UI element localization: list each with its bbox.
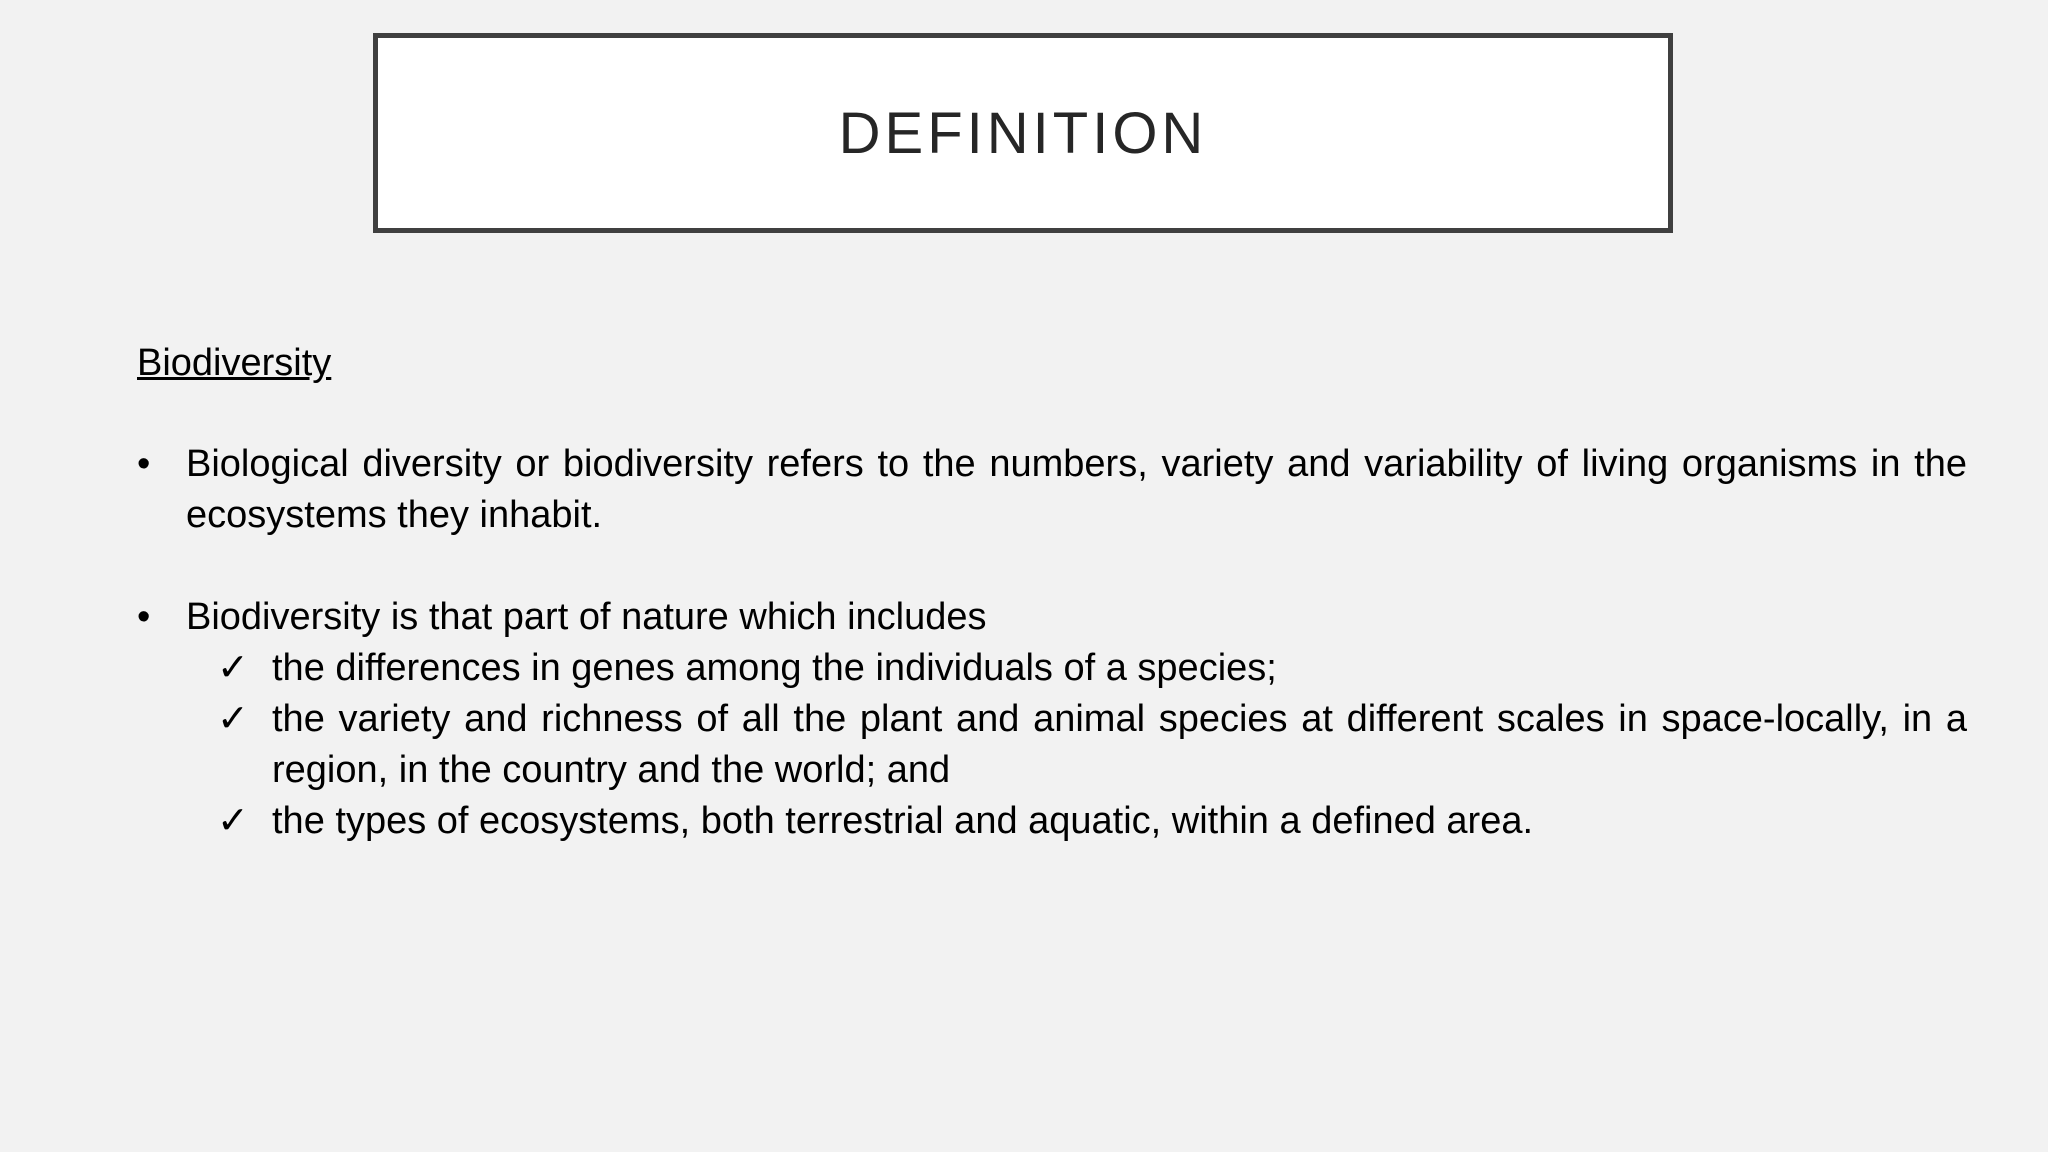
checkmark-icon: ✓ [217,647,249,689]
bullet-icon: • [137,596,151,638]
title-box [373,33,1673,233]
bullet-item [137,592,1967,847]
checkmark-icon: ✓ [217,800,249,842]
slide-body [137,338,1967,847]
slide-title: DEFINITION [838,100,1208,166]
check-item-text: the variety and richness of all the plant and animal species at different scales in space-locally, in a region, in the country and the world; and [272,698,1967,791]
checkmark-icon: ✓ [217,698,249,740]
check-item [137,643,1967,694]
subheading: Biodiversity [137,342,332,384]
check-item-text: the types of ecosystems, both terrestrial and aquatic, within a defined area. [272,800,1534,842]
check-item [137,694,1967,796]
bullet-text: Biodiversity is that part of nature which includes [186,596,987,638]
check-list [186,643,1967,847]
bullet-icon: • [137,443,151,485]
check-item-text: the differences in genes among the individuals of a species; [272,647,1277,689]
bullet-item [137,439,1967,541]
check-item [137,796,1967,847]
bullet-text: Biological diversity or biodiversity refers to the numbers, variety and variability of living organisms in the ecosystems they inhabit. [186,443,1967,536]
